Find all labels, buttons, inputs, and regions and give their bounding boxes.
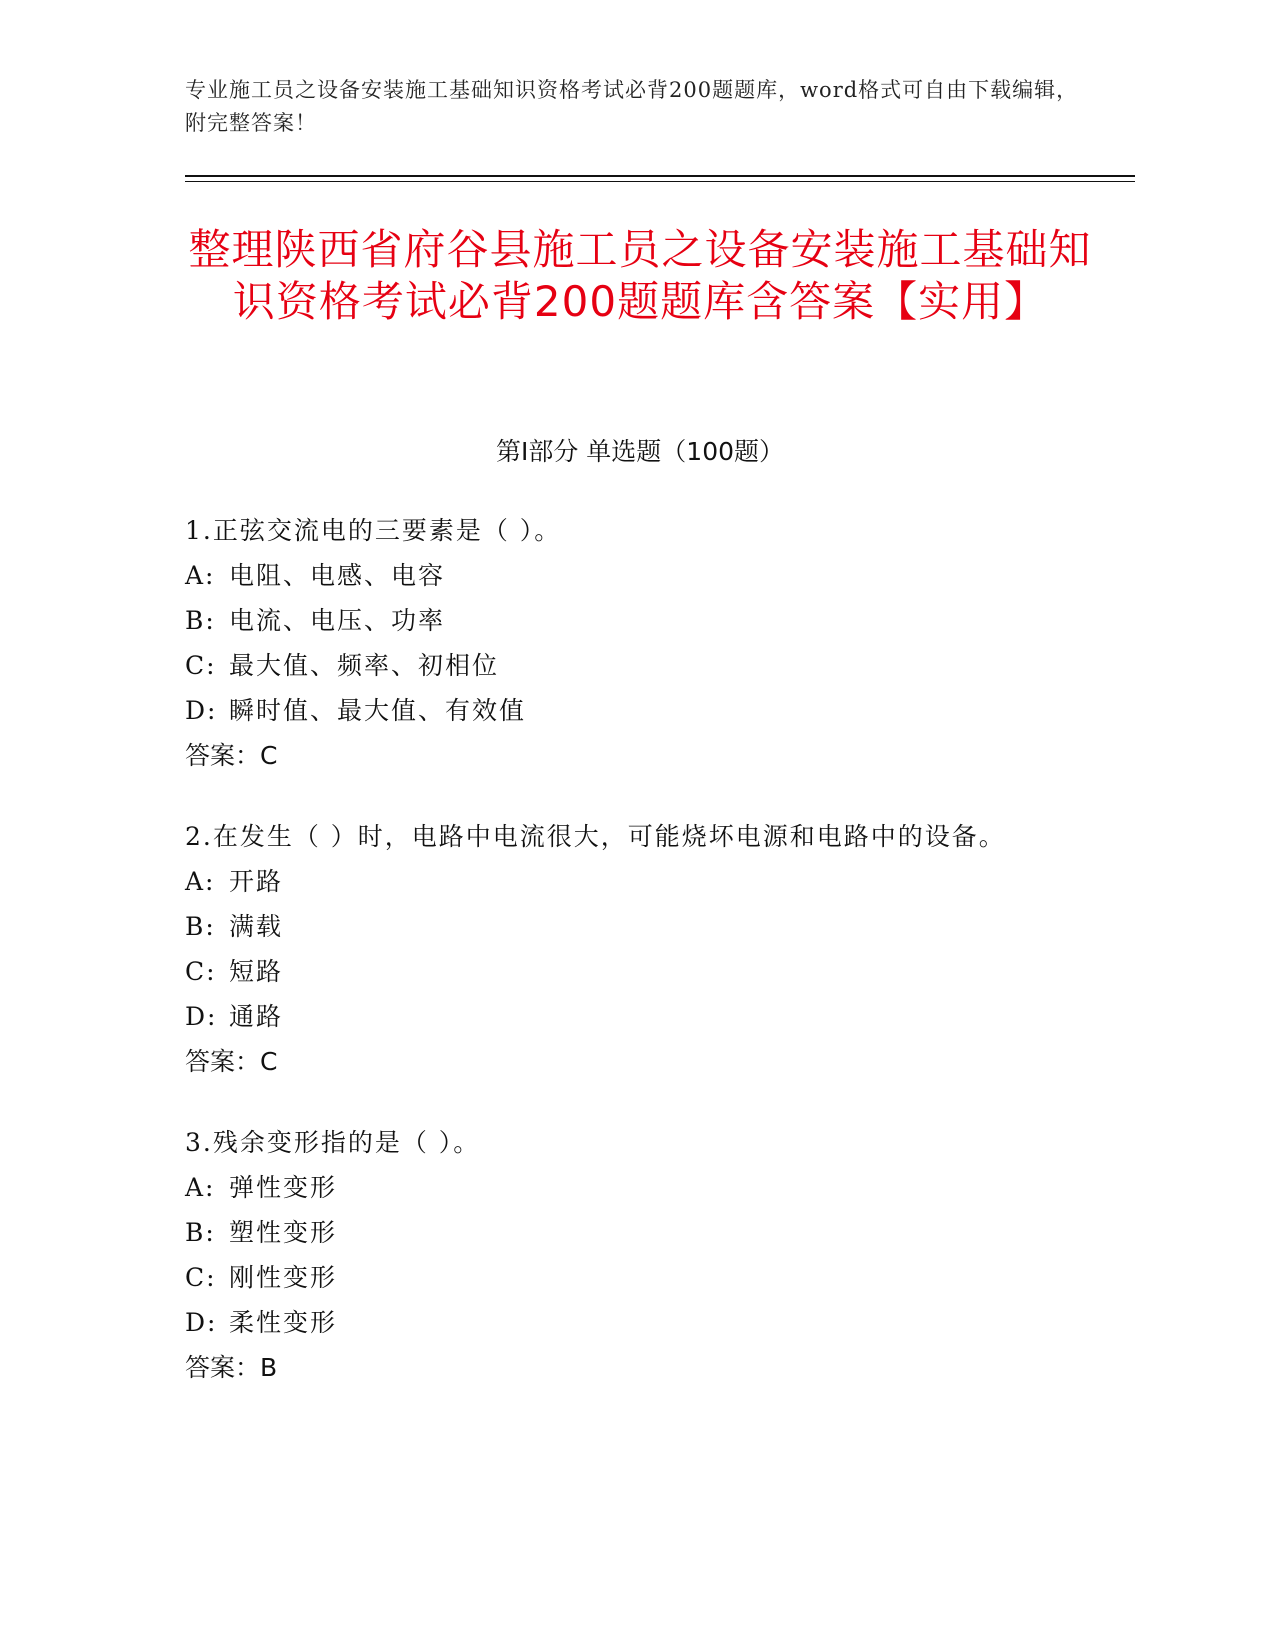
document-title: 整理陕西省府谷县施工员之设备安装施工基础知识资格考试必背200题题库含答案【实用】 <box>188 225 1092 326</box>
intro-text: 专业施工员之设备安装施工基础知识资格考试必背200题题库，word格式可自由下载编辑，附完整答案！ <box>185 78 1079 135</box>
option-letter: C: <box>185 957 217 986</box>
option-letter: D: <box>185 696 218 725</box>
option-letter: B: <box>185 912 216 941</box>
option-text: 满载 <box>229 912 284 941</box>
option-letter: B: <box>185 606 216 635</box>
answer-line: 答案：C <box>185 1047 278 1076</box>
option-a <box>185 1165 1115 1210</box>
option-text: 瞬时值、最大值、有效值 <box>229 696 527 725</box>
option-text: 电阻、电感、电容 <box>229 561 446 590</box>
question-1 <box>185 508 1115 778</box>
option-text: 短路 <box>229 957 284 986</box>
section-heading: 第Ⅰ部分 单选题（100题） <box>495 437 785 466</box>
option-c <box>185 1255 1115 1300</box>
question-stem: 1.正弦交流电的三要素是（ ）。 <box>185 516 562 545</box>
option-text: 柔性变形 <box>229 1308 338 1337</box>
option-letter: B: <box>185 1218 216 1247</box>
option-text: 开路 <box>229 867 284 896</box>
option-text: 塑性变形 <box>229 1218 338 1247</box>
question-stem: 2.在发生（ ）时，电路中电流很大，可能烧坏电源和电路中的设备。 <box>185 822 1006 851</box>
option-letter: D: <box>185 1308 218 1337</box>
answer-line: 答案：C <box>185 741 278 770</box>
option-d <box>185 688 1115 733</box>
question-3 <box>185 1120 1115 1390</box>
option-b <box>185 598 1115 643</box>
option-d <box>185 994 1115 1039</box>
option-a <box>185 859 1115 904</box>
option-b <box>185 1210 1115 1255</box>
option-c <box>185 643 1115 688</box>
option-text: 弹性变形 <box>229 1173 338 1202</box>
option-letter: A: <box>185 1173 216 1202</box>
option-d <box>185 1300 1115 1345</box>
option-a <box>185 553 1115 598</box>
option-b <box>185 904 1115 949</box>
header-rule-thick <box>185 175 1135 177</box>
question-stem: 3.残余变形指的是（ ）。 <box>185 1128 481 1157</box>
option-text: 通路 <box>229 1002 284 1031</box>
header-rule-thin <box>185 181 1135 182</box>
option-text: 最大值、频率、初相位 <box>229 651 500 680</box>
answer-line: 答案：B <box>185 1353 278 1382</box>
option-letter: A: <box>185 867 216 896</box>
option-letter: D: <box>185 1002 218 1031</box>
option-text: 电流、电压、功率 <box>229 606 446 635</box>
option-letter: C: <box>185 651 217 680</box>
question-2 <box>185 814 1115 1084</box>
option-c <box>185 949 1115 994</box>
option-text: 刚性变形 <box>229 1263 338 1292</box>
option-letter: A: <box>185 561 216 590</box>
option-letter: C: <box>185 1263 217 1292</box>
